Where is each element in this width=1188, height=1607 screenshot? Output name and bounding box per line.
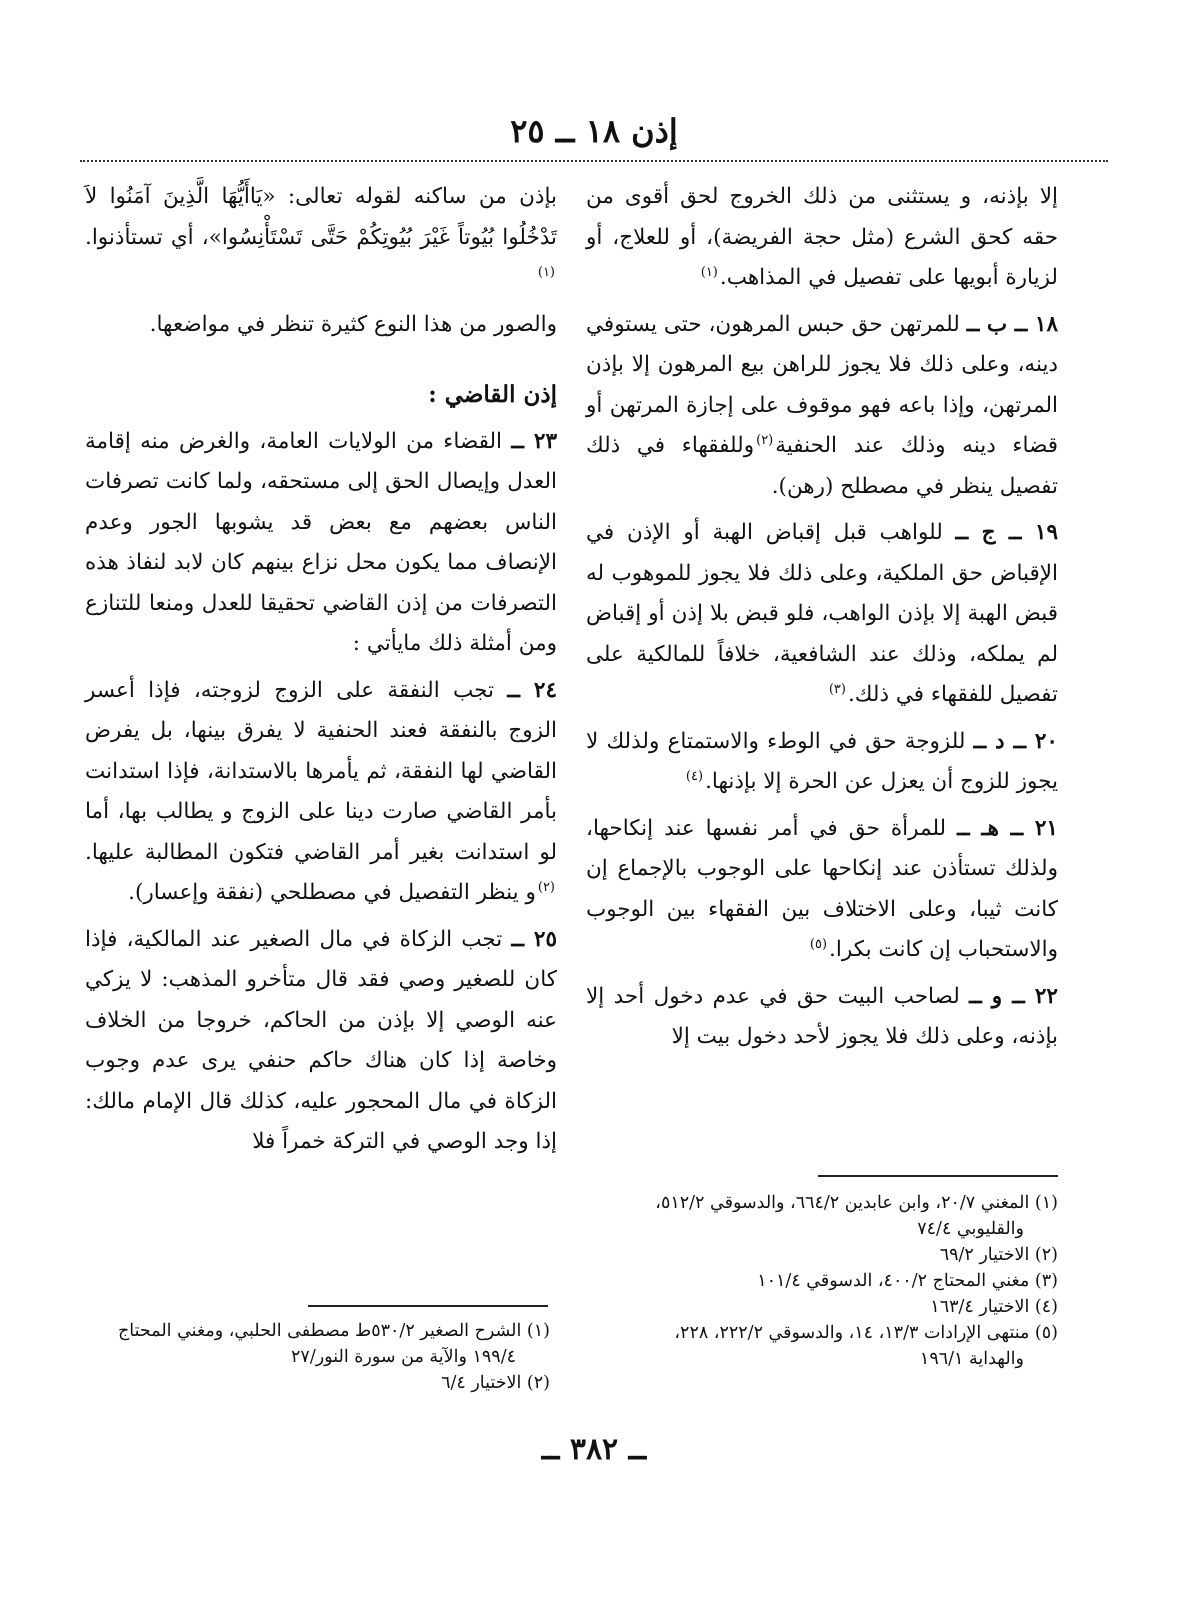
paragraph-text: وللفقهاء في ذلك تفصيل ينظر في مصطلح (رهن). — [586, 433, 1058, 499]
paragraph-text: لصاحب البيت حق في عدم دخول أحد إلا بإذنه، وعلى ذلك فلا يجوز لأحد دخول بيت إلا — [586, 983, 1058, 1049]
footnote-ref: (٥) — [809, 936, 828, 952]
paragraph-text: إلا بإذنه، و يستثنى من ذلك الخروج لحق أقوى من حقه كحق الشرع (مثل حجة الفريضة)، أو للعلاج، أو لزيارة أبويها على تفصيل في المذاهب. — [586, 184, 1058, 290]
paragraph-text: للواهب قبل إقباض الهبة أو الإذن في الإقباض حق الملكية، وعلى ذلك فلا يجوز للموهوب له قبض الهبة إلا بإذن الواهب، فلو قبض بلا إذن أو إقباض لم يملكه، وذلك عند الشافعية، خلافاً للمالكية على تفصيل للفقهاء في ذلك. — [586, 520, 1058, 707]
footnote-ref: (١) — [537, 264, 555, 280]
paragraph — [586, 809, 1058, 971]
footnote-line: (١) المغني ٢٠/٧، وابن عابدين ٦٦٤/٢، والدسوقي ٥١٢/٢، — [655, 1193, 1058, 1213]
right-column — [586, 177, 1058, 1058]
paragraph-text: للمرتهن حق حبس المرهون، حتى يستوفي دينه، وعلى ذلك فلا يجوز للراهن بيع المرهون إلا بإذن المرتهن، وإذا باعه فهو موقوف على إجازة المرتهن أو قضاء دينه وذلك عند الحنفية — [586, 311, 1058, 458]
footnotes-left — [85, 1318, 550, 1396]
paragraph-text: للمرأة حق في أمر نفسها عند إنكاحها، ولذلك تستأذن عند إنكاحها على الوجوب بالإجماع إن كانت ثيبا، وعلى الاختلاف بين الفقهاء بين الوجوب والاستحباب إن كانت بكرا. — [586, 815, 1058, 962]
footnote-line: والقليوبي ٧٤/٤ — [917, 1219, 1024, 1239]
section-number: ١٨ ــ ب ــ — [966, 311, 1058, 337]
footnote — [85, 1318, 550, 1370]
paragraph — [586, 977, 1058, 1058]
footnote-line: (٢) الاختيار ٦/٤ — [441, 1373, 550, 1393]
footnote — [578, 1242, 1058, 1268]
footnote-divider — [818, 1175, 1058, 1177]
footnote-line: ١٩٩/٤ والآية من سورة النور/٢٧ — [291, 1347, 516, 1367]
section-number: ٢٤ ــ — [507, 677, 557, 703]
paragraph — [586, 513, 1058, 716]
footnote-divider — [308, 1305, 548, 1307]
footnote — [85, 1370, 550, 1396]
footnote-line: (٤) الاختيار ١٦٣/٤ — [930, 1297, 1058, 1317]
section-heading: إذن القاضي : — [428, 381, 557, 408]
paragraph-text: تجب النفقة على الزوج لزوجته، فإذا أعسر الزوج بالنفقة فعند الحنفية لا يفرق بينها، بل يفرض القاضي لها النفقة، ثم يأمرها بالاستدانة، فإذا استدانت بأمر القاضي صارت دينا على الزوج و يطالب بها، أما لو استدانت بغير أمر القاضي فتكون المطالبة عليها. — [85, 677, 557, 865]
paragraph — [586, 177, 1058, 299]
footnote — [578, 1294, 1058, 1320]
paragraph-text: للزوجة حق في الوطء والاستمتاع ولذلك لا يجوز للزوج أن يعزل عن الحرة إلا بإذنها. — [586, 728, 1058, 794]
footnote-line: (٥) منتهى الإرادات ١٣/٣، ١٤، والدسوقي ٢٢٢/٢، ٢٢٨، — [674, 1323, 1058, 1343]
paragraph — [85, 671, 557, 914]
footnote-line: (٣) مغني المحتاج ٤٠٠/٢، الدسوقي ١٠١/٤ — [757, 1271, 1058, 1291]
section-number: ٢٥ ــ — [511, 926, 558, 952]
section-number: ٢١ ــ هـ ــ — [957, 815, 1058, 841]
header-divider — [80, 160, 1108, 162]
paragraph-text: تجب الزكاة في مال الصغير عند المالكية، فإذا كان للصغير وصي فقد قال متأخرو المذهب: لا يزكي عنه الوصي إلا بإذن من الحاكم، خروجا من الخلاف وخاصة إذا كان هناك حاكم حنفي يرى عدم وجوب الزكاة في مال المحجور عليه، كذلك قال الإمام مالك: إذا وجد الوصي في التركة خمراً فلا — [85, 926, 557, 1154]
footnote-ref: (٣) — [828, 681, 846, 697]
section-number: ٢٢ ــ و ــ — [969, 983, 1058, 1009]
paragraph-text: القضاء من الولايات العامة، والغرض منه إقامة العدل وإيصال الحق إلى مستحقه، ولما كانت تصرفات الناس بعضهم مع بعض قد يشوبها الجور وعدم الإنصاف مما يكون محل نزاع بينهم كان لابد لنفاذ هذه التصرفات من إذن القاضي تحقيقا للعدل ومنعا للتنازع ومن أمثلة ذلك مايأتي : — [85, 428, 557, 656]
paragraph-text: بإذن من ساكنه لقوله تعالى: «يَاأَيُّهَا الَّذِينَ آمَنُوا لاَ تَدْخُلُوا بُيُوتاً غَيْرَ بُيُوتِكُمْ حَتَّى تَسْتَأْنِسُوا»، أي تستأذنوا. — [85, 184, 557, 250]
paragraph — [586, 722, 1058, 803]
footnote-line: (٢) الاختيار ٦٩/٢ — [939, 1245, 1058, 1265]
section-number: ٢٠ ــ د ــ — [973, 728, 1058, 754]
paragraph — [586, 305, 1058, 508]
section-number: ١٩ ــ ج ــ — [955, 520, 1058, 545]
paragraph-text: والصور من هذا النوع كثيرة تنظر في مواضعها. — [149, 311, 557, 337]
footnote — [578, 1268, 1058, 1294]
paragraph — [85, 177, 557, 299]
footnote-ref: (١) — [700, 264, 718, 280]
footnote-line: (١) الشرح الصغير ٥٣٠/٢ط مصطفى الحلبي، ومغني المحتاج — [118, 1321, 550, 1341]
footnote-ref: (٢) — [537, 879, 555, 895]
footnote — [578, 1320, 1058, 1372]
page-number: ــ ٣٨٢ ــ — [541, 1432, 647, 1467]
left-column — [85, 177, 557, 1163]
paragraph — [85, 305, 557, 346]
paragraph-text: و ينظر التفصيل في مصطلحي (نفقة وإعسار). — [128, 880, 536, 905]
footnote-line: والهداية ١٩٦/١ — [919, 1349, 1024, 1369]
paragraph — [85, 920, 557, 1163]
footnote — [578, 1190, 1058, 1242]
footnote-ref: (٢) — [756, 432, 774, 448]
paragraph — [85, 422, 557, 665]
footnote-ref: (٤) — [685, 768, 704, 784]
footnotes-right — [578, 1190, 1058, 1372]
section-number: ٢٣ ــ — [511, 428, 557, 454]
page-header-title: إذن ١٨ ــ ٢٥ — [510, 112, 678, 150]
